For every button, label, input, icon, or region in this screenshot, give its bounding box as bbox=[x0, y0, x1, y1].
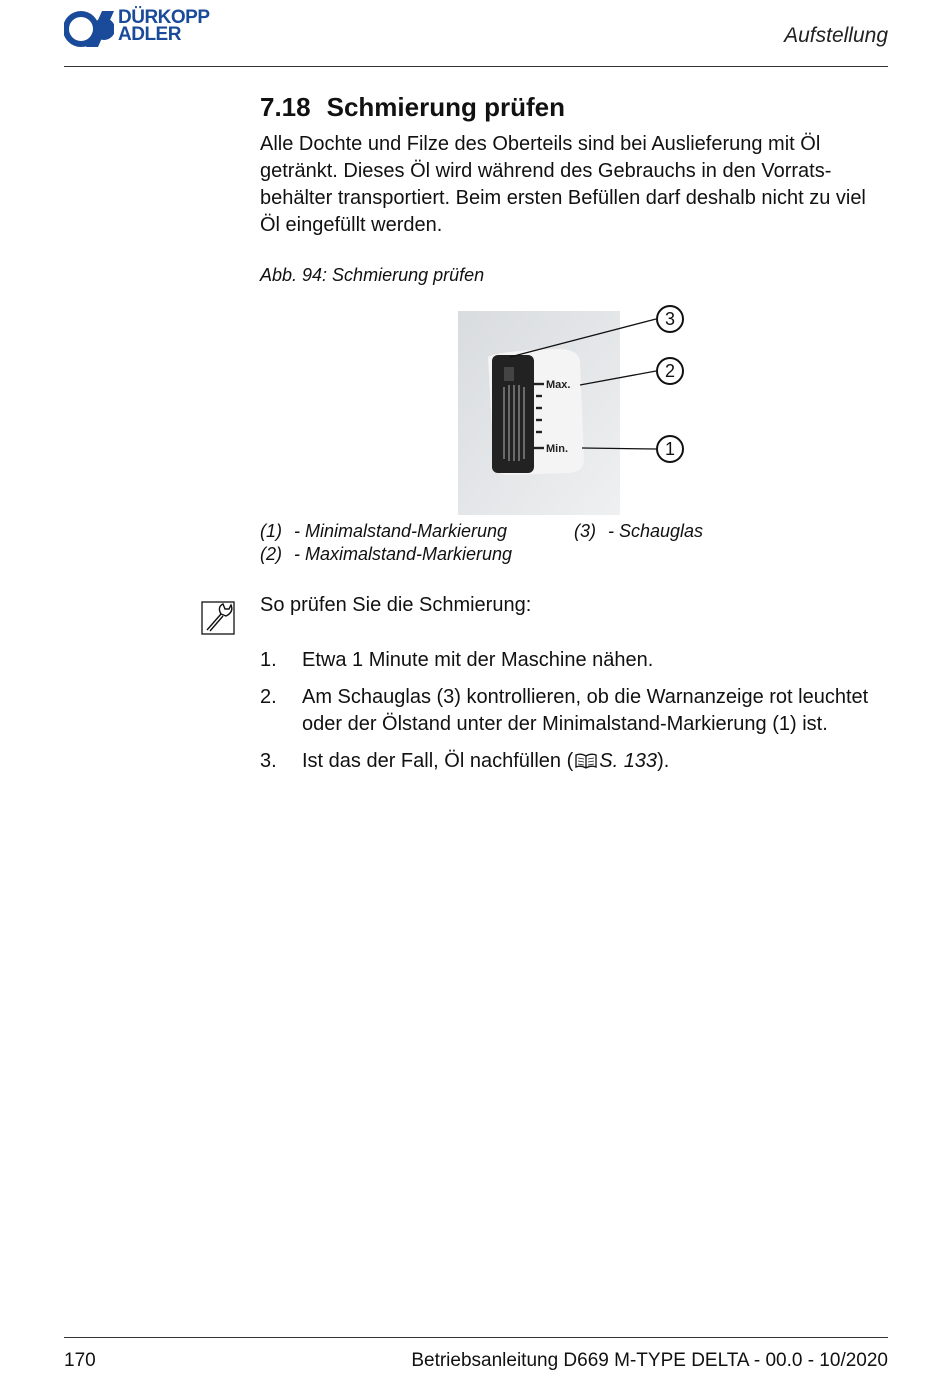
min-marking-label: Min. bbox=[546, 443, 568, 455]
legend-text: - Maximalstand-Markierung bbox=[294, 544, 513, 564]
procedure-intro: So prüfen Sie die Schmierung: bbox=[260, 594, 532, 616]
book-icon bbox=[575, 753, 597, 769]
header-section-title: Aufstellung bbox=[784, 24, 888, 47]
logo-line-2: ADLER bbox=[118, 24, 181, 45]
max-marking-label: Max. bbox=[546, 379, 571, 391]
legend-item-3 bbox=[574, 521, 703, 542]
figure-caption: Abb. 94: Schmierung prüfen bbox=[260, 265, 485, 285]
legend-number: (3) bbox=[574, 521, 596, 541]
legend-item-2 bbox=[260, 544, 512, 565]
step-1 bbox=[260, 647, 890, 674]
callout-lines bbox=[458, 303, 698, 515]
logo-mark-icon bbox=[64, 11, 114, 47]
header-divider bbox=[64, 66, 888, 67]
legend-item-1 bbox=[260, 521, 507, 542]
figure-oil-sight-glass bbox=[458, 303, 698, 515]
legend-text: - Minimalstand-Markierung bbox=[294, 521, 508, 541]
section-title: Schmierung prüfen bbox=[326, 92, 565, 122]
step-3 bbox=[260, 748, 890, 775]
wrench-icon bbox=[201, 601, 235, 635]
legend-number: (1) bbox=[260, 521, 282, 541]
step-number: 2. bbox=[260, 686, 277, 708]
callout-1: 1 bbox=[656, 435, 684, 463]
procedure-steps bbox=[260, 647, 890, 785]
page-reference-link[interactable]: S. 133 bbox=[599, 750, 658, 772]
intro-paragraph: Alle Dochte und Filze des Oberteils sind bei Auslieferung mit Öl getränkt. Dieses Öl wird während des Gebrauchs in den Vorratsbehälter transportiert. Beim ersten Befüllen darf deshalb nicht zu viel Öl eingefüllt werden. bbox=[260, 133, 866, 236]
step-number: 3. bbox=[260, 750, 277, 772]
step-text: Am Schauglas (3) kontrollieren, ob die Warnanzeige rot leuchtet oder der Ölstand unter der Minimalstand-Markierung (1) ist. bbox=[302, 686, 869, 735]
footer-divider bbox=[64, 1337, 888, 1338]
step-2 bbox=[260, 684, 890, 738]
step-text: Ist das der Fall, Öl nachfüllen ( bbox=[302, 750, 574, 772]
callout-2: 2 bbox=[656, 357, 684, 385]
step-number: 1. bbox=[260, 649, 277, 671]
document-id: Betriebsanleitung D669 M-TYPE DELTA - 00.0 - 10/2020 bbox=[411, 1350, 888, 1371]
brand-logo bbox=[64, 9, 234, 49]
section-number: 7.18 bbox=[260, 92, 311, 122]
legend-text: - Schauglas bbox=[608, 521, 704, 541]
callout-3: 3 bbox=[656, 305, 684, 333]
page-number: 170 bbox=[64, 1350, 96, 1371]
section-heading bbox=[260, 92, 565, 123]
step-text: Etwa 1 Minute mit der Maschine nähen. bbox=[302, 649, 654, 671]
legend-number: (2) bbox=[260, 544, 282, 564]
step-text-end: ). bbox=[657, 750, 670, 772]
logo-line-1: DÜRKOPP bbox=[118, 7, 210, 28]
